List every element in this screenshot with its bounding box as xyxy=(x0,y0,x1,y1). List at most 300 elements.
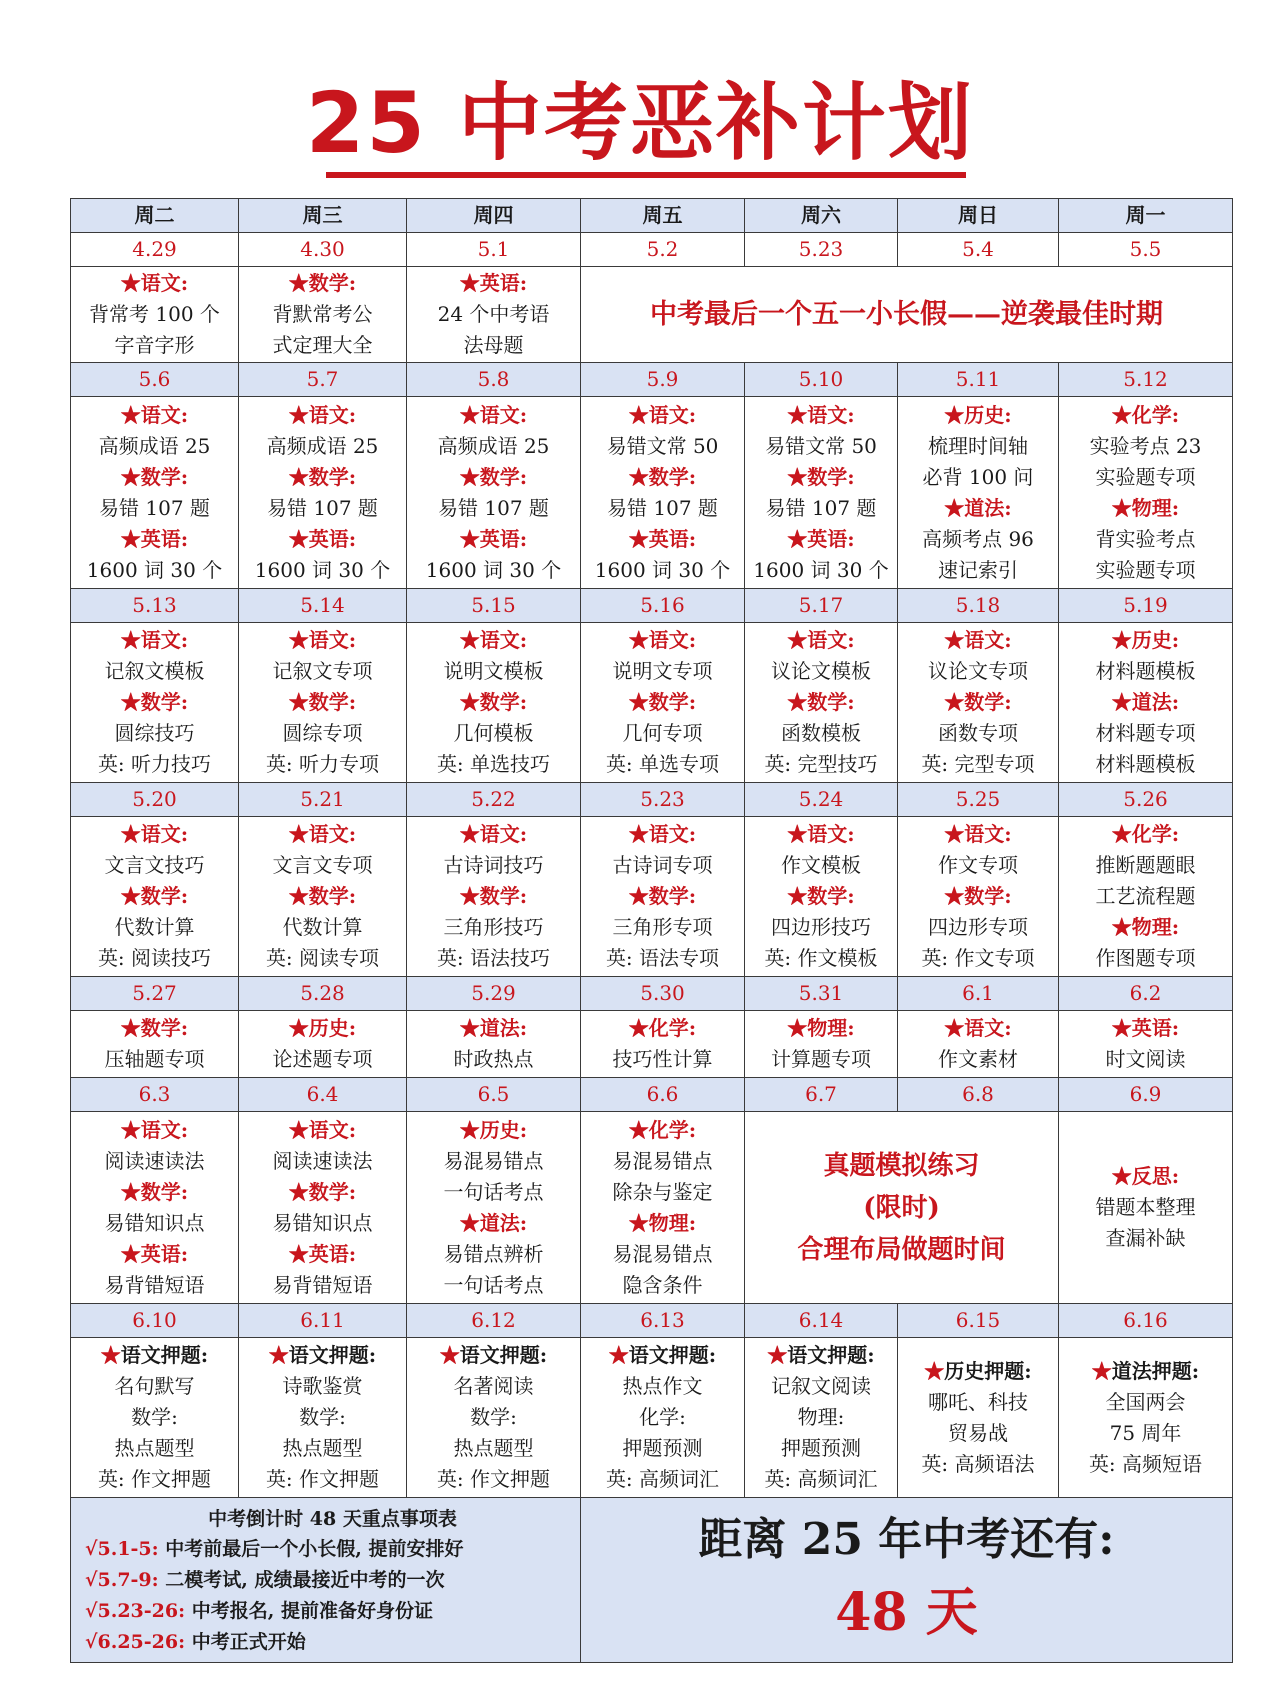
task-text: 工艺流程题 xyxy=(1095,884,1196,908)
task-text: 化学: xyxy=(639,1405,686,1429)
task-text: 易错文常 50 xyxy=(765,433,877,458)
key-date-item xyxy=(85,1596,580,1627)
subject-label: ★数学: xyxy=(288,1179,357,1204)
task-text: 材料题模板 xyxy=(1095,659,1196,683)
task-cell xyxy=(581,817,745,977)
subject-label: ★历史: xyxy=(1111,628,1180,652)
subject-label: ★数学: xyxy=(288,271,357,295)
task-cell xyxy=(71,623,239,783)
task-text: 时政热点 xyxy=(453,1047,534,1071)
subject-label: ★语文押题: xyxy=(608,1343,717,1367)
task-text: 背默常考公 xyxy=(272,302,373,326)
date-row xyxy=(71,977,1233,1011)
date-cell: 5.8 xyxy=(407,363,581,397)
weekday-header: 周三 xyxy=(239,199,407,233)
task-cell xyxy=(898,397,1059,589)
date-cell: 6.14 xyxy=(745,1304,898,1338)
subject-label: ★数学: xyxy=(944,884,1012,908)
date-cell: 6.1 xyxy=(898,977,1059,1011)
task-text: 英: 单选专项 xyxy=(605,752,720,776)
weekday-header: 周五 xyxy=(581,199,745,233)
date-row xyxy=(71,1304,1233,1338)
key-date-label: √5.7-9: xyxy=(85,1569,159,1591)
subject-label: ★语文: xyxy=(288,822,357,846)
subject-label: ★语文: xyxy=(288,402,357,427)
star-icon: ★ xyxy=(924,1358,945,1383)
date-cell: 6.15 xyxy=(898,1304,1059,1338)
subject-label: ★化学: xyxy=(1111,402,1180,427)
date-cell: 6.7 xyxy=(745,1078,898,1112)
subject-label: ★物理: xyxy=(1111,915,1180,939)
subject-label: ★语文: xyxy=(628,822,697,846)
task-cell xyxy=(898,817,1059,977)
task-text: 易错 107 题 xyxy=(765,495,877,520)
task-cell xyxy=(239,817,407,977)
date-cell: 4.30 xyxy=(239,233,407,267)
date-cell: 5.27 xyxy=(71,977,239,1011)
page-title: 25 中考恶补计划 xyxy=(305,74,975,172)
task-text: 梳理时间轴 xyxy=(928,433,1028,458)
task-text: 物理: xyxy=(797,1405,845,1429)
task-text: 易错知识点 xyxy=(272,1210,373,1235)
date-cell: 5.5 xyxy=(1059,233,1233,267)
task-text: 论述题专项 xyxy=(272,1047,373,1071)
task-cell xyxy=(71,1112,239,1304)
task-text: 易混易错点 xyxy=(612,1241,713,1266)
key-date-item xyxy=(85,1565,580,1596)
task-text: 四边形专项 xyxy=(928,915,1028,939)
task-text: 名著阅读 xyxy=(453,1374,534,1398)
star-icon: ★ xyxy=(608,1343,629,1367)
task-text: 易错 107 题 xyxy=(438,495,549,520)
subject-label: ★数学: xyxy=(628,690,697,714)
date-cell: 5.2 xyxy=(581,233,745,267)
subject-label: ★英语: xyxy=(1111,1016,1180,1040)
task-text: 高频成语 25 xyxy=(437,433,550,458)
task-text: 几何模板 xyxy=(453,721,534,745)
task-text: 高频考点 96 xyxy=(922,526,1034,551)
subject-label: ★数学: xyxy=(459,884,528,908)
subject-label: ★数学: xyxy=(459,464,528,489)
task-text: 热点题型 xyxy=(114,1436,195,1460)
title-underline xyxy=(326,172,966,178)
task-text: 易错 107 题 xyxy=(99,495,210,520)
mock-exam-line: (限时) xyxy=(863,1192,940,1223)
date-cell: 6.11 xyxy=(239,1304,407,1338)
task-text: 英: 完型专项 xyxy=(921,752,1035,776)
task-cell xyxy=(1059,623,1233,783)
subject-label: ★英语: xyxy=(288,526,357,551)
task-cell xyxy=(407,1338,581,1498)
task-text: 高频成语 25 xyxy=(266,433,379,458)
task-text: 阅读速读法 xyxy=(272,1148,373,1173)
task-text: 易错点辨析 xyxy=(443,1241,544,1266)
task-text: 英: 作文押题 xyxy=(436,1467,551,1491)
key-date-text: 二模考试, 成绩最接近中考的一次 xyxy=(165,1569,445,1591)
date-row xyxy=(71,589,1233,623)
task-text: 押题预测 xyxy=(781,1436,861,1460)
task-text: 易混易错点 xyxy=(612,1148,713,1173)
task-text: 易混易错点 xyxy=(443,1148,544,1173)
subject-label: ★语文: xyxy=(944,1016,1012,1040)
date-cell: 4.29 xyxy=(71,233,239,267)
task-text: 英: 高频词汇 xyxy=(764,1467,878,1491)
date-row xyxy=(71,783,1233,817)
task-text: 英: 作文专项 xyxy=(921,946,1035,970)
task-text: 议论文模板 xyxy=(771,659,871,683)
subject-label: ★道法押题: xyxy=(1091,1358,1200,1383)
subject-label: ★语文: xyxy=(288,1117,357,1142)
may-day-banner xyxy=(581,267,1233,363)
subject-label: ★语文: xyxy=(459,628,528,652)
weekday-header: 周六 xyxy=(745,199,898,233)
subject-label: ★数学: xyxy=(120,464,189,489)
weekday-header: 周四 xyxy=(407,199,581,233)
date-cell: 5.23 xyxy=(581,783,745,817)
task-text: 1600 词 30 个 xyxy=(753,557,889,582)
date-cell: 6.13 xyxy=(581,1304,745,1338)
task-text: 必背 100 问 xyxy=(922,464,1034,489)
task-text: 英: 高频词汇 xyxy=(605,1467,720,1491)
subject-label: ★语文: xyxy=(944,822,1012,846)
task-text: 圆综技巧 xyxy=(114,721,195,745)
task-text: 作图题专项 xyxy=(1095,946,1196,970)
task-text: 英: 作文押题 xyxy=(97,1467,212,1491)
task-text: 字音字形 xyxy=(114,333,195,357)
task-cell xyxy=(239,623,407,783)
task-text: 记叙文专项 xyxy=(272,659,373,683)
date-row xyxy=(71,233,1233,267)
subject-label: ★反思: xyxy=(1111,1164,1180,1188)
task-row-week-6 xyxy=(71,1112,1233,1304)
task-text: 记叙文阅读 xyxy=(771,1374,871,1398)
subject-label: ★语文: xyxy=(944,628,1012,652)
task-cell xyxy=(407,817,581,977)
task-text: 实验题专项 xyxy=(1095,557,1196,582)
subject-label: ★道法: xyxy=(459,1210,528,1235)
subject-label: ★历史: xyxy=(288,1016,357,1040)
task-text: 作文专项 xyxy=(938,853,1018,877)
task-text: 隐含条件 xyxy=(622,1272,703,1297)
subject-label: ★英语: xyxy=(787,526,855,551)
task-text: 诗歌鉴赏 xyxy=(282,1374,363,1398)
task-cell xyxy=(745,397,898,589)
date-cell: 6.2 xyxy=(1059,977,1233,1011)
subject-label: ★道法: xyxy=(944,495,1012,520)
date-cell: 5.4 xyxy=(898,233,1059,267)
mock-exam-line: 合理布局做题时间 xyxy=(797,1234,1006,1265)
task-cell xyxy=(407,1112,581,1304)
date-cell: 5.9 xyxy=(581,363,745,397)
date-cell: 6.5 xyxy=(407,1078,581,1112)
task-cell xyxy=(581,1011,745,1078)
subject-label: ★数学: xyxy=(787,690,855,714)
task-text: 技巧性计算 xyxy=(612,1047,713,1071)
subject-label: ★道法: xyxy=(459,1016,528,1040)
date-cell: 5.1 xyxy=(407,233,581,267)
subject-label: ★数学: xyxy=(120,1016,189,1040)
task-row-week-5 xyxy=(71,1011,1233,1078)
task-text: 英: 高频语法 xyxy=(921,1451,1035,1476)
subject-label: ★语文: xyxy=(120,822,189,846)
date-cell: 5.20 xyxy=(71,783,239,817)
task-cell xyxy=(407,397,581,589)
subject-label: ★数学: xyxy=(787,464,855,489)
task-cell xyxy=(745,1011,898,1078)
task-text: 作文模板 xyxy=(781,853,861,877)
task-text: 英: 阅读专项 xyxy=(265,946,380,970)
task-row-week-3 xyxy=(71,623,1233,783)
subject-label: ★语文: xyxy=(120,402,189,427)
task-text: 文言文专项 xyxy=(272,853,373,877)
star-icon: ★ xyxy=(767,1343,788,1367)
banner-text: 中考最后一个五一小长假——逆袭最佳时期 xyxy=(650,298,1163,330)
subject-label: ★数学: xyxy=(628,884,697,908)
date-cell: 5.16 xyxy=(581,589,745,623)
task-text: 函数模板 xyxy=(781,721,861,745)
date-cell: 5.6 xyxy=(71,363,239,397)
date-cell: 5.7 xyxy=(239,363,407,397)
task-text: 材料题专项 xyxy=(1095,721,1196,745)
date-cell: 5.25 xyxy=(898,783,1059,817)
task-cell xyxy=(71,267,239,363)
task-cell xyxy=(1059,1338,1233,1498)
task-text: 1600 词 30 个 xyxy=(86,557,223,582)
task-text: 全国两会 xyxy=(1105,1389,1186,1414)
task-row-week-2 xyxy=(71,397,1233,589)
task-cell xyxy=(581,1338,745,1498)
subject-label: ★语文押题: xyxy=(268,1343,377,1367)
date-cell: 5.23 xyxy=(745,233,898,267)
task-cell xyxy=(581,1112,745,1304)
task-cell xyxy=(1059,817,1233,977)
subject-label: ★语文押题: xyxy=(439,1343,548,1367)
subject-label: ★数学: xyxy=(787,884,855,908)
task-text: 英: 高频短语 xyxy=(1088,1451,1203,1476)
subject-label: ★数学: xyxy=(288,884,357,908)
subject-label: ★数学: xyxy=(288,464,357,489)
key-date-text: 中考报名, 提前准备好身份证 xyxy=(191,1600,433,1622)
task-text: 计算题专项 xyxy=(771,1047,871,1071)
task-text: 法母题 xyxy=(463,333,524,357)
subject-label: ★数学: xyxy=(288,690,357,714)
subject-label: ★英语: xyxy=(120,1241,189,1266)
date-cell: 5.10 xyxy=(745,363,898,397)
task-text: 记叙文模板 xyxy=(104,659,205,683)
task-text: 查漏补缺 xyxy=(1105,1226,1186,1250)
subject-label: ★语文: xyxy=(120,271,189,295)
subject-label: ★数学: xyxy=(628,464,697,489)
task-cell xyxy=(407,1011,581,1078)
task-cell xyxy=(239,1011,407,1078)
date-cell: 5.29 xyxy=(407,977,581,1011)
task-text: 1600 词 30 个 xyxy=(594,557,731,582)
subject-label: ★语文: xyxy=(787,402,855,427)
date-cell: 5.15 xyxy=(407,589,581,623)
subject-label: ★英语: xyxy=(459,526,528,551)
task-text: 四边形技巧 xyxy=(771,915,871,939)
countdown-days: 48 天 xyxy=(835,1582,978,1643)
subject-label: ★英语: xyxy=(628,526,697,551)
task-text: 热点题型 xyxy=(453,1436,534,1460)
weekday-header: 周二 xyxy=(71,199,239,233)
task-text: 英: 听力专项 xyxy=(265,752,380,776)
task-text: 哪吒、科技 xyxy=(928,1389,1028,1414)
key-date-label: √5.1-5: xyxy=(85,1538,159,1560)
key-date-text: 中考正式开始 xyxy=(191,1631,306,1653)
task-text: 议论文专项 xyxy=(928,659,1028,683)
star-icon: ★ xyxy=(439,1343,460,1367)
task-text: 实验考点 23 xyxy=(1089,433,1202,458)
date-cell: 5.26 xyxy=(1059,783,1233,817)
task-cell xyxy=(407,267,581,363)
date-cell: 5.13 xyxy=(71,589,239,623)
task-cell xyxy=(745,817,898,977)
task-row-week-7 xyxy=(71,1338,1233,1498)
key-date-item xyxy=(85,1627,580,1658)
task-text: 热点作文 xyxy=(622,1374,703,1398)
subject-label: ★化学: xyxy=(628,1016,697,1040)
date-cell: 5.12 xyxy=(1059,363,1233,397)
footer-row xyxy=(71,1498,1233,1663)
task-text: 英: 作文押题 xyxy=(265,1467,380,1491)
key-dates-list xyxy=(71,1498,581,1663)
task-text: 热点题型 xyxy=(282,1436,363,1460)
subject-label: ★数学: xyxy=(944,690,1012,714)
task-text: 数学: xyxy=(299,1405,346,1429)
date-cell: 5.22 xyxy=(407,783,581,817)
key-date-label: √6.25-26: xyxy=(85,1631,186,1653)
subject-label: ★历史: xyxy=(459,1117,528,1142)
date-cell: 5.24 xyxy=(745,783,898,817)
date-cell: 6.8 xyxy=(898,1078,1059,1112)
task-cell xyxy=(898,1011,1059,1078)
task-text: 作文素材 xyxy=(938,1047,1018,1071)
date-cell: 6.4 xyxy=(239,1078,407,1112)
date-cell: 6.6 xyxy=(581,1078,745,1112)
star-icon: ★ xyxy=(268,1343,289,1367)
task-text: 速记索引 xyxy=(938,557,1018,582)
task-cell xyxy=(239,1338,407,1498)
date-cell: 6.10 xyxy=(71,1304,239,1338)
task-text: 高频成语 25 xyxy=(98,433,211,458)
task-text: 英: 语法技巧 xyxy=(436,946,551,970)
date-cell: 5.31 xyxy=(745,977,898,1011)
task-cell xyxy=(71,817,239,977)
task-cell xyxy=(745,1338,898,1498)
task-text: 函数专项 xyxy=(938,721,1018,745)
date-cell: 5.19 xyxy=(1059,589,1233,623)
task-text: 古诗词技巧 xyxy=(443,853,544,877)
date-cell: 5.14 xyxy=(239,589,407,623)
task-text: 75 周年 xyxy=(1109,1420,1182,1445)
task-text: 易背错短语 xyxy=(104,1272,205,1297)
task-text: 背常考 100 个 xyxy=(89,302,220,326)
subject-label: ★语文: xyxy=(120,628,189,652)
task-text: 英: 语法专项 xyxy=(605,946,720,970)
task-text: 错题本整理 xyxy=(1095,1195,1196,1219)
task-text: 1600 词 30 个 xyxy=(425,557,562,582)
task-text: 实验题专项 xyxy=(1095,464,1196,489)
task-text: 24 个中考语 xyxy=(437,302,550,326)
mock-exam-line: 真题模拟练习 xyxy=(823,1150,980,1181)
subject-label: ★物理: xyxy=(628,1210,697,1235)
date-cell: 6.3 xyxy=(71,1078,239,1112)
subject-label: ★物理: xyxy=(1111,495,1180,520)
task-text: 阅读速读法 xyxy=(104,1148,205,1173)
date-cell: 6.16 xyxy=(1059,1304,1233,1338)
task-cell xyxy=(745,623,898,783)
task-text: 英: 作文模板 xyxy=(764,946,878,970)
date-cell: 5.11 xyxy=(898,363,1059,397)
task-cell xyxy=(1059,1112,1233,1304)
task-text: 易错 107 题 xyxy=(267,495,378,520)
date-cell: 6.9 xyxy=(1059,1078,1233,1112)
task-cell xyxy=(239,397,407,589)
date-cell: 5.21 xyxy=(239,783,407,817)
weekday-header: 周一 xyxy=(1059,199,1233,233)
task-text: 说明文专项 xyxy=(612,659,713,683)
task-row-week-1 xyxy=(71,267,1233,363)
task-cell xyxy=(239,1112,407,1304)
task-text: 易背错短语 xyxy=(272,1272,373,1297)
task-cell xyxy=(1059,1011,1233,1078)
subject-label: ★英语: xyxy=(120,526,189,551)
star-icon: ★ xyxy=(100,1343,121,1367)
countdown-panel xyxy=(581,1498,1233,1663)
subject-label: ★语文: xyxy=(288,628,357,652)
task-text: 推断题题眼 xyxy=(1095,853,1196,877)
task-text: 名句默写 xyxy=(114,1374,195,1398)
task-text: 英: 听力技巧 xyxy=(97,752,212,776)
subject-label: ★语文押题: xyxy=(767,1343,875,1367)
subject-label: ★英语: xyxy=(459,271,528,295)
date-cell: 5.17 xyxy=(745,589,898,623)
task-text: 易错知识点 xyxy=(104,1210,205,1235)
date-cell: 5.28 xyxy=(239,977,407,1011)
task-text: 数学: xyxy=(131,1405,178,1429)
task-text: 押题预测 xyxy=(622,1436,703,1460)
task-cell xyxy=(898,623,1059,783)
subject-label: ★道法: xyxy=(1111,690,1180,714)
task-cell xyxy=(71,397,239,589)
task-text: 式定理大全 xyxy=(272,333,373,357)
subject-label: ★化学: xyxy=(1111,822,1180,846)
star-icon: ★ xyxy=(1091,1358,1112,1383)
task-text: 代数计算 xyxy=(282,915,363,939)
task-text: 圆综专项 xyxy=(282,721,363,745)
study-plan-table xyxy=(70,198,1233,1663)
task-row-week-4 xyxy=(71,817,1233,977)
task-text: 说明文模板 xyxy=(443,659,544,683)
task-text: 贸易战 xyxy=(948,1420,1008,1445)
task-text: 压轴题专项 xyxy=(104,1047,205,1071)
task-text: 代数计算 xyxy=(114,915,195,939)
task-text: 英: 阅读技巧 xyxy=(97,946,212,970)
date-row xyxy=(71,1078,1233,1112)
task-text: 英: 单选技巧 xyxy=(436,752,551,776)
subject-label: ★语文: xyxy=(120,1117,189,1142)
task-text: 时文阅读 xyxy=(1105,1047,1186,1071)
task-cell xyxy=(1059,397,1233,589)
subject-label: ★英语: xyxy=(288,1241,357,1266)
task-text: 除杂与鉴定 xyxy=(612,1179,713,1204)
subject-label: ★语文: xyxy=(787,822,855,846)
subject-label: ★物理: xyxy=(787,1016,855,1040)
subject-label: ★语文: xyxy=(628,628,697,652)
subject-label: ★语文: xyxy=(628,402,697,427)
task-cell xyxy=(581,623,745,783)
